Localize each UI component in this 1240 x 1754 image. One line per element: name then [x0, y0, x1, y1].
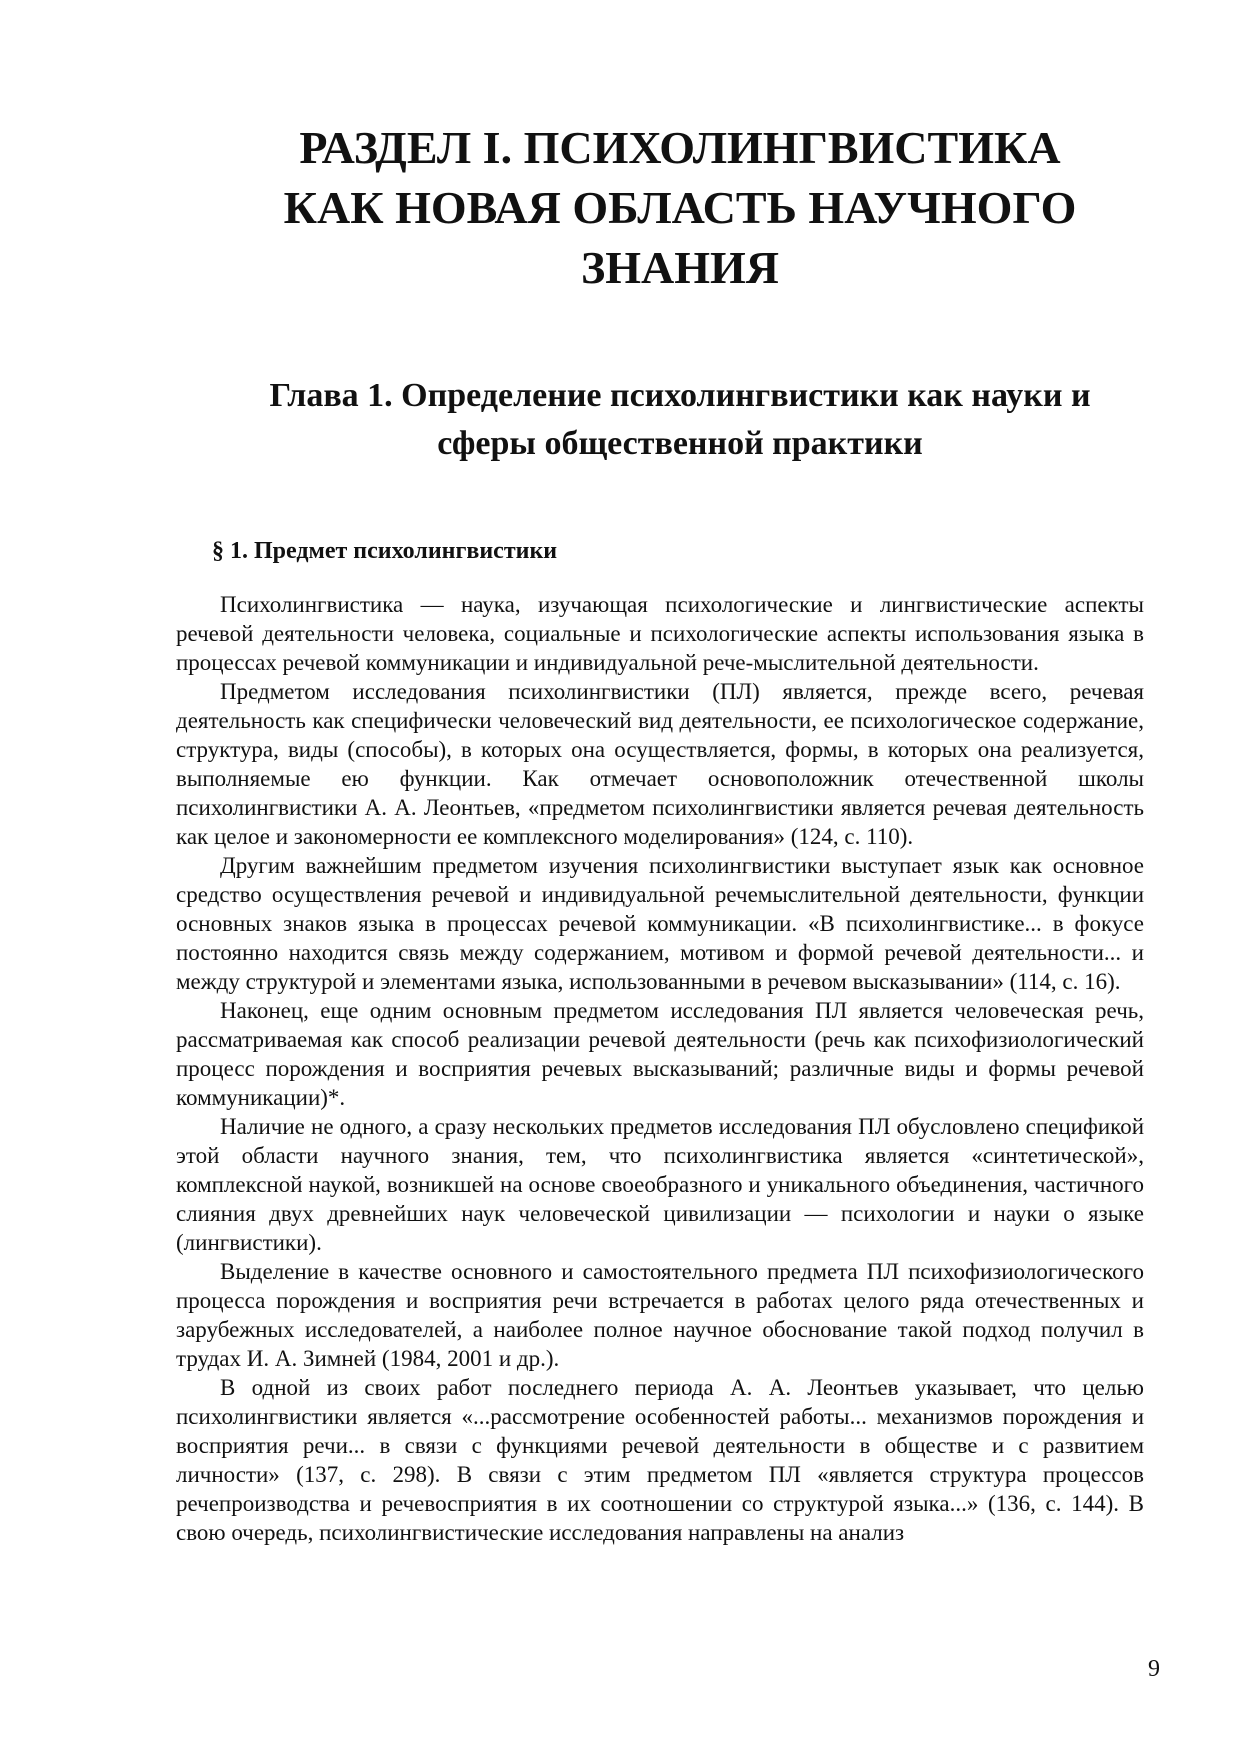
page-number: 9: [1148, 1656, 1160, 1682]
body-paragraph: В одной из своих работ последнего периода А. А. Леонтьев указывает, что целью психолингвистики является «...рассмотрение особенностей работы... механизмов порождения и восприятия речи... в связи с функциями речевой деятельности в обществе и с развитием личности» (137, с. 298). В связи с этим предметом ПЛ «является структура процессов речепроизводства и речевосприятия в их соотношении со структурой языка...» (136, с. 144). В свою очередь, психолингвистические исследования направлены на анализ: [176, 1375, 1144, 1545]
section-title-line: РАЗДЕЛ I. ПСИХОЛИНГВИСТИКА: [299, 122, 1061, 173]
body-paragraph: Другим важнейшим предметом изучения психолингвистики выступает язык как основное средство осуществления речевой и индивидуальной речемыслительной деятельности, функции основных знаков языка в процессах речевой коммуникации. «В психолингвистике... в фокусе постоянно находится связь между содержанием, мотивом и формой речевой деятельности... и между структурой и элементами языка, использованными в речевом высказывании» (114, с. 16).: [176, 853, 1144, 994]
paragraph-heading: § 1. Предмет психолингвистики: [212, 538, 558, 564]
section-title: [200, 118, 1160, 298]
section-title-line: ЗНАНИЯ: [580, 242, 780, 293]
body-text: [176, 590, 1144, 1547]
body-paragraph: Наличие не одного, а сразу нескольких предметов исследования ПЛ обусловлено спецификой этой области научного знания, тем, что психолингвистика является «синтетической», комплексной наукой, возникшей на основе своеобразного и уникального объединения, частичного слияния двух древнейших наук человеческой цивилизации — психологии и науки о языке (лингвистики).: [176, 1114, 1144, 1255]
body-paragraph: Психолингвистика — наука, изучающая психологические и лингвистические аспекты речевой деятельности человека, социальные и психологические аспекты использования языка в процессах речевой коммуникации и индивидуальной рече-мыслительной деятельности.: [176, 592, 1144, 675]
chapter-title: [200, 372, 1160, 468]
body-paragraph: Наконец, еще одним основным предметом исследования ПЛ является человеческая речь, рассматриваемая как способ реализации речевой деятельности (речь как психофизиологический процесс порождения и восприятия речевых высказываний; различные виды и формы речевой коммуникации)*.: [176, 998, 1144, 1110]
chapter-title-line: сферы общественной практики: [437, 425, 923, 462]
chapter-title-line: Глава 1. Определение психолингвистики как науки и: [269, 377, 1091, 414]
section-title-line: КАК НОВАЯ ОБЛАСТЬ НАУЧНОГО: [283, 182, 1077, 233]
body-paragraph: Предметом исследования психолингвистики (ПЛ) является, прежде всего, речевая деятельность как специфически человеческий вид деятельности, ее психологическое содержание, структура, виды (способы), в которых она осуществляется, формы, в которых она реализуется, выполняемые ею функции. Как отмечает основоположник отечественной школы психолингвистики А. А. Леонтьев, «предметом психолингвистики является речевая деятельность как целое и закономерности ее комплексного моделирования» (124, с. 110).: [176, 679, 1144, 849]
body-paragraph: Выделение в качестве основного и самостоятельного предмета ПЛ психофизиологического процесса порождения и восприятия речи встречается в работах целого ряда отечественных и зарубежных исследователей, а наиболее полное научное обоснование такой подход получил в трудах И. А. Зимней (1984, 2001 и др.).: [176, 1259, 1144, 1371]
